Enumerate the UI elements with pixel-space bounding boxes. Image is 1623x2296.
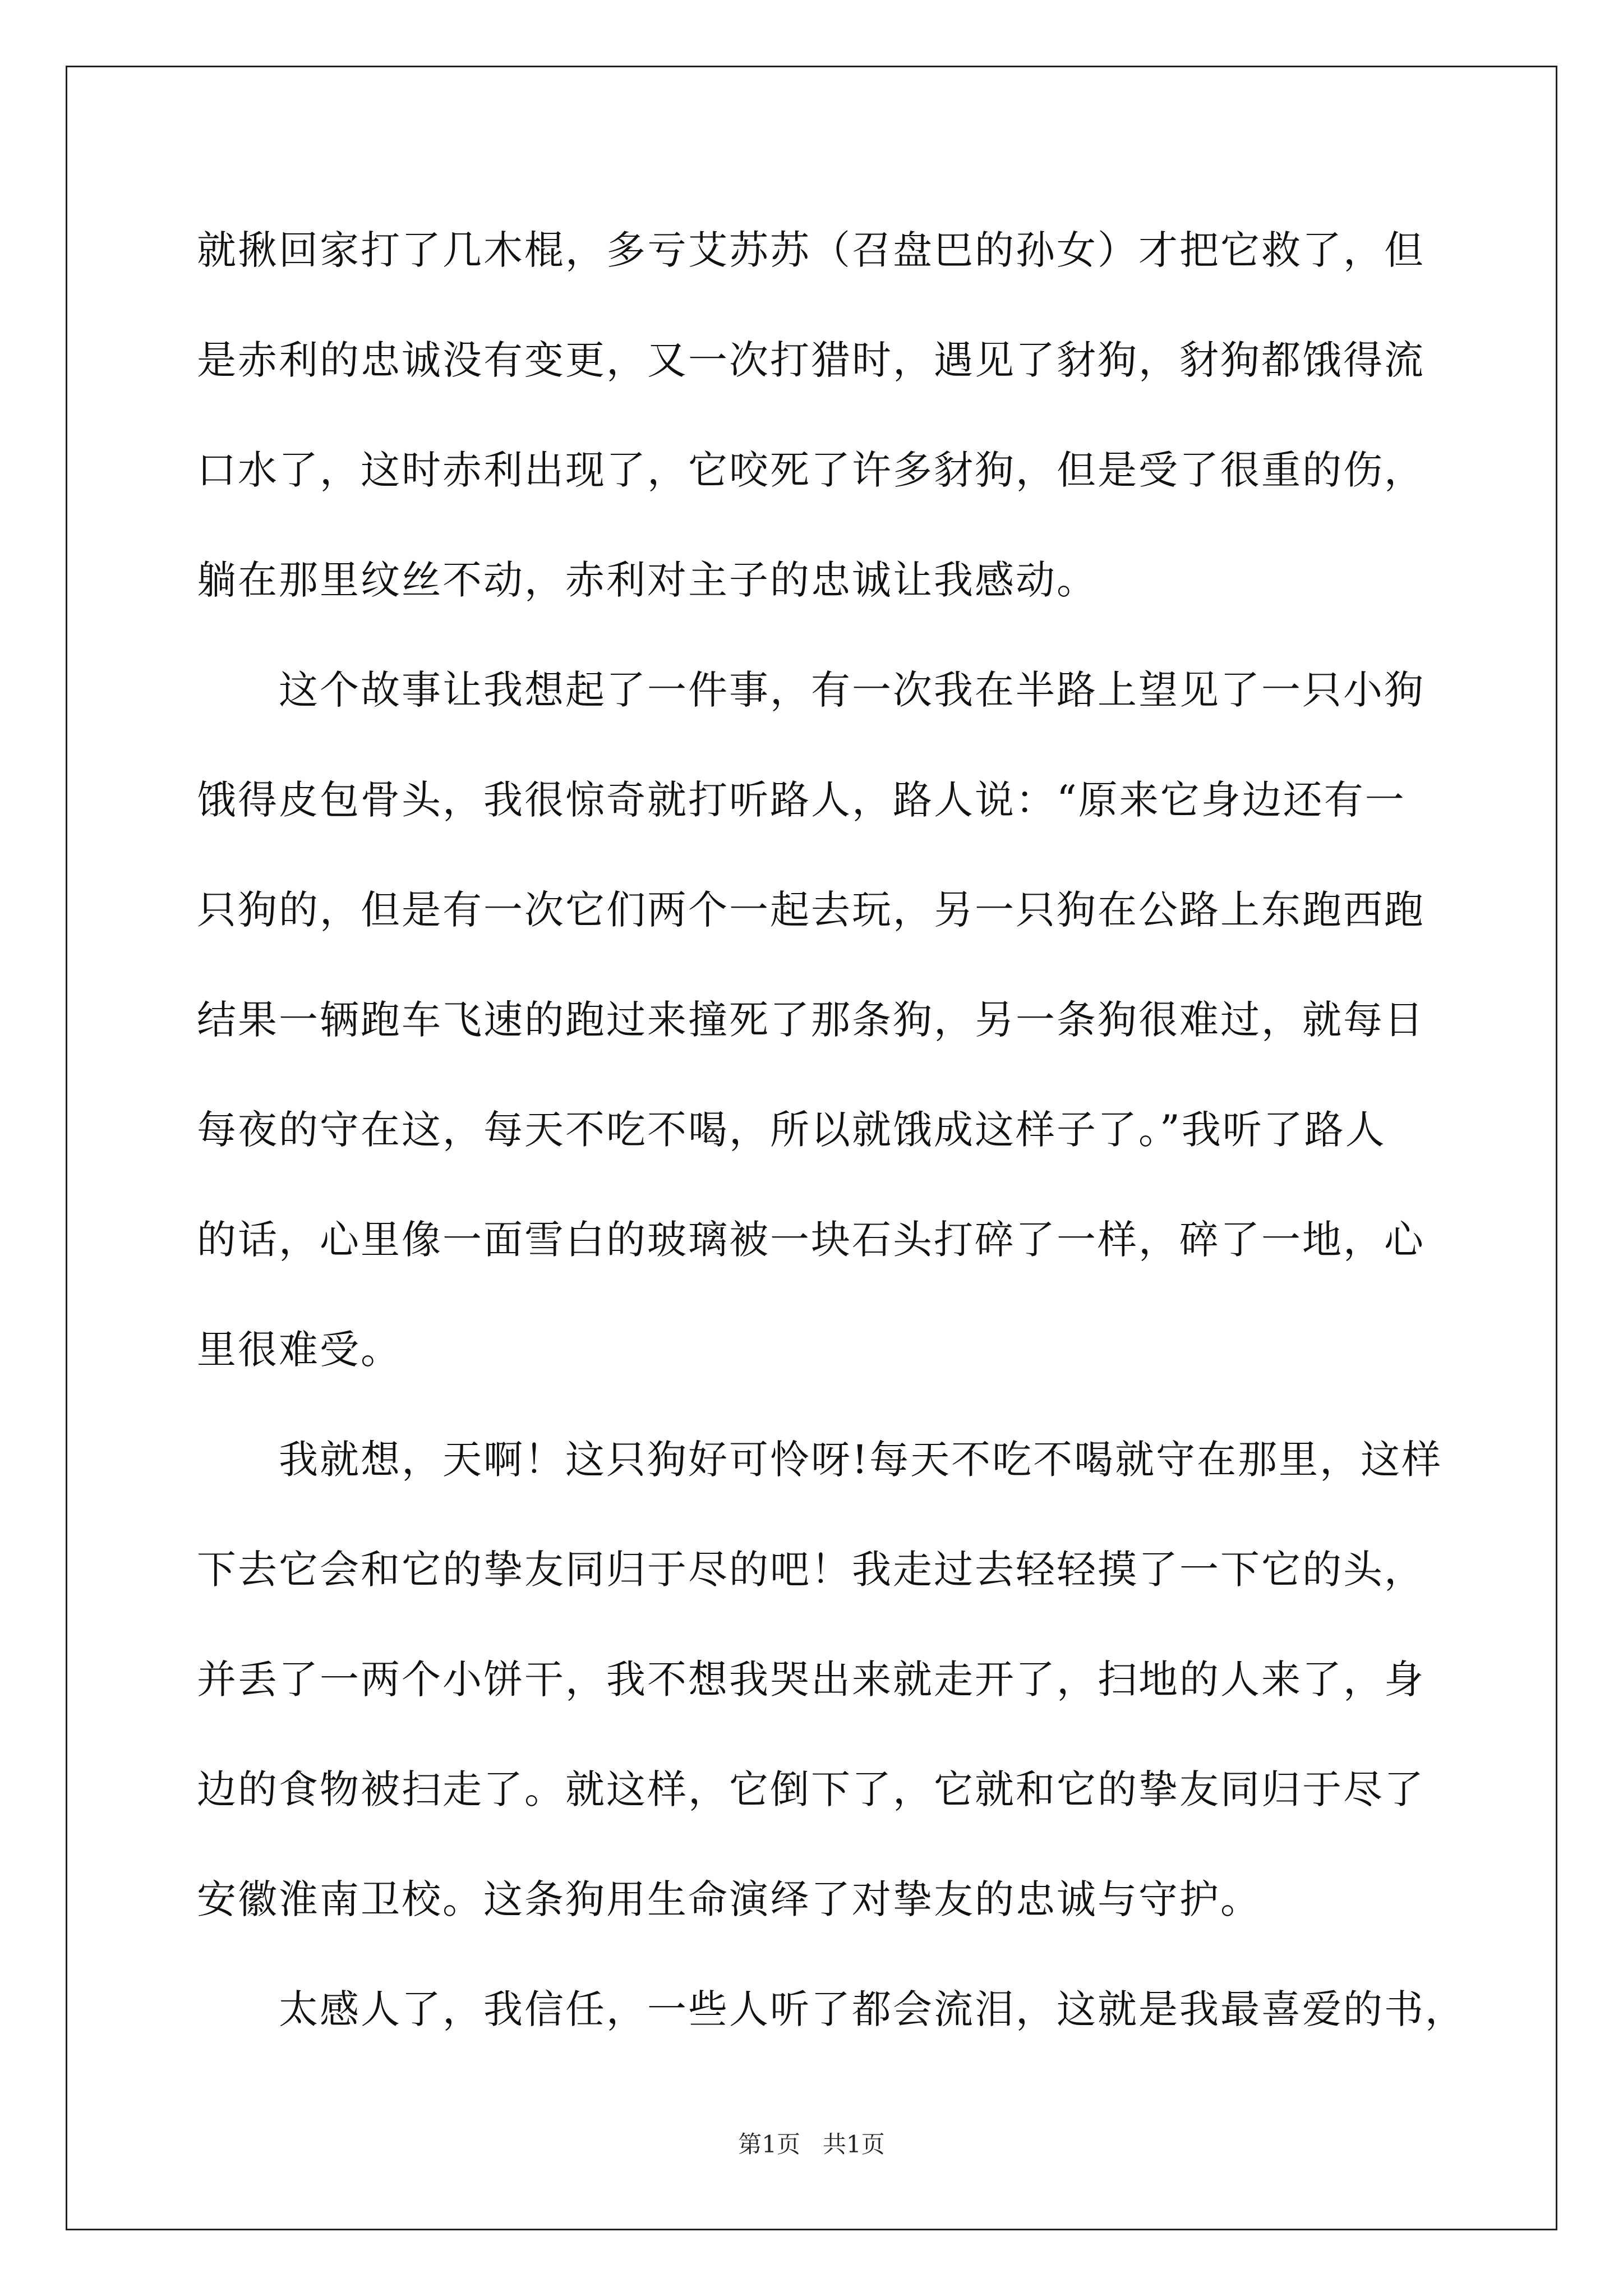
page-footer: 第1页 共1页: [738, 2131, 885, 2158]
text-line: 饿得皮包骨头，我很惊奇就打听路人，路人说：“原来它身边还有一: [197, 777, 1406, 823]
text-line: 安徽淮南卫校。这条狗用生命演绎了对挚友的忠诚与守护。: [197, 1876, 1261, 1922]
text-line: 每夜的守在这，每天不吃不喝，所以就饿成这样子了。”我听了路人: [197, 1107, 1386, 1153]
paragraph-first-line: 这个故事让我想起了一件事，有一次我在半路上望见了一只小狗: [279, 667, 1425, 713]
paragraph-first-line: 太感人了，我信任，一些人听了都会流泪，这就是我最喜爱的书，: [279, 1986, 1466, 2032]
text-line: 只狗的，但是有一次它们两个一起去玩，另一只狗在公路上东跑西跑: [197, 887, 1425, 933]
text-line: 躺在那里纹丝不动，赤利对主子的忠诚让我感动。: [197, 557, 1098, 603]
text-line: 口水了，这时赤利出现了，它咬死了许多豺狗，但是受了很重的伤，: [197, 447, 1425, 493]
text-line: 就揪回家打了几木棍，多亏艾苏苏（召盘巴的孙女）才把它救了，但: [197, 227, 1425, 273]
text-line: 结果一辆跑车飞速的跑过来撞死了那条狗，另一条狗很难过，就每日: [197, 997, 1425, 1043]
paragraph-first-line: 我就想，天啊！这只狗好可怜呀!每天不吃不喝就守在那里，这样: [279, 1437, 1443, 1483]
text-line: 边的食物被扫走了。就这样，它倒下了，它就和它的挚友同归于尽了: [197, 1766, 1425, 1812]
text-line: 的话，心里像一面雪白的玻璃被一块石头打碎了一样，碎了一地，心: [197, 1217, 1425, 1263]
text-line: 并丢了一两个小饼干，我不想我哭出来就走开了，扫地的人来了，身: [197, 1657, 1425, 1703]
text-line: 是赤利的忠诚没有变更，又一次打猎时，遇见了豺狗，豺狗都饿得流: [197, 337, 1425, 383]
text-line: 下去它会和它的挚友同归于尽的吧！我走过去轻轻摸了一下它的头，: [197, 1547, 1425, 1593]
text-line: 里很难受。: [197, 1327, 402, 1373]
